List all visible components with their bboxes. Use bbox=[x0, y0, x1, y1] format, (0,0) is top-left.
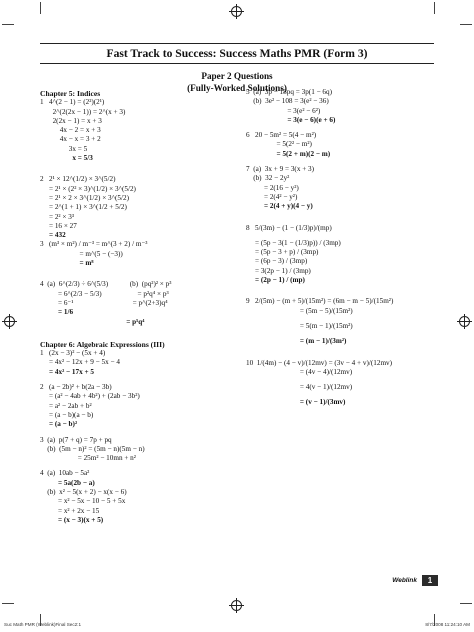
solution-line: 3 (m³ × m²) / m⁻³ = m^(3 + 2) / m⁻³ bbox=[40, 240, 148, 249]
solution-line: 8 5/(3m) − (1 − (1/3)p)/(mp) bbox=[246, 223, 332, 232]
registration-mark-left bbox=[4, 316, 15, 327]
chapter-heading: Chapter 5: Indices bbox=[40, 89, 101, 98]
crop-mark bbox=[434, 2, 435, 14]
solution-line: 4x − 2 = x + 3 bbox=[40, 126, 101, 135]
solution-line: = (a − b)² bbox=[40, 420, 78, 429]
left-column bbox=[40, 88, 230, 525]
footer-tab bbox=[392, 574, 438, 586]
solution-line: = 5(2² − m²) bbox=[246, 140, 312, 149]
spacer bbox=[40, 268, 230, 280]
solution-line: = a² − 2ab + b² bbox=[40, 401, 92, 410]
solution-line: 2 (a − 2b)² + b(2a − 3b) bbox=[40, 383, 112, 392]
solution-line: = 3(e − 6)(e + 6) bbox=[246, 115, 336, 124]
right-column bbox=[246, 88, 438, 408]
solution-line: = 1/6 bbox=[40, 308, 74, 317]
solution-line: = 2¹ × 2 × 3^(1/2) × 3^(5/2) bbox=[40, 193, 129, 202]
crop-mark bbox=[2, 24, 14, 25]
solution-line: = 4x² − 17x + 5 bbox=[40, 367, 94, 376]
solution-line: (b) 3e² − 108 = 3(e² − 36) bbox=[246, 97, 329, 106]
solution-line: (b) (5m − n)² = (5m − n)(5m − n) bbox=[40, 444, 145, 453]
weblink-label: Weblink bbox=[392, 576, 417, 584]
solution-line: = (6p − 3) / (3mp) bbox=[246, 257, 308, 266]
solution-line: = (a − b)(a − b) bbox=[40, 410, 94, 419]
header-rule-bottom bbox=[40, 63, 434, 64]
solution-line: = 4x² − 12x + 9 − 5x − 4 bbox=[40, 358, 120, 367]
subtitle-line-2: (Fully-Worked Solutions) bbox=[187, 83, 287, 93]
registration-mark-right bbox=[459, 316, 470, 327]
solution-line: = 2² × 3³ bbox=[40, 212, 74, 221]
solution-line: 2(2x − 1) = x + 3 bbox=[40, 116, 102, 125]
registration-mark-bottom bbox=[231, 600, 242, 611]
spacer bbox=[40, 327, 230, 339]
solution-line: 6 20 − 5m² = 5(4 − m²) bbox=[246, 131, 317, 140]
solution-line: 10 1/(4m) − (4 − v)/(12mv) = (3v − 4 + v)/(12mv) bbox=[246, 358, 393, 367]
crop-mark bbox=[460, 24, 472, 25]
solution-line: = 2^(1 + 1) × 3^(1/2 + 5/2) bbox=[40, 203, 127, 212]
solution-line: 4 (a) 6^(2/3) ÷ 6^(5/3) (b) (pq²)² × p³ bbox=[40, 280, 172, 289]
solution-line: = m⁸ bbox=[40, 259, 94, 268]
solution-line: = 5(2 + m)(2 − m) bbox=[246, 149, 331, 158]
solution-line: = 16 × 27 bbox=[40, 221, 77, 230]
crop-mark bbox=[2, 603, 14, 604]
solution-line: 1 (2x − 3)² − (5x + 4) bbox=[40, 349, 106, 358]
solution-line: (b) x² − 5(x + 2) − x(x − 6) bbox=[40, 487, 127, 496]
solution-line: 4 (a) 10ab − 5a² bbox=[40, 469, 90, 478]
crop-mark bbox=[40, 2, 41, 14]
solution-line: 7 (a) 3x + 9 = 3(x + 3) bbox=[246, 165, 315, 174]
solution-line: = (m − 1)/(3m²) bbox=[246, 337, 347, 346]
solution-line: = 3(2p − 1) / (3mp) bbox=[246, 266, 311, 275]
chapter-heading: Chapter 6: Algebraic Expressions (III) bbox=[40, 339, 165, 349]
page-title: Fast Track to Success: Success Maths PMR (Form 3) bbox=[106, 47, 368, 60]
page-number: 1 bbox=[422, 575, 438, 586]
solution-line: 4x − x = 3 + 2 bbox=[40, 135, 101, 144]
solution-line: = (a² − 4ab + 4b²) + (2ab − 3b²) bbox=[40, 392, 140, 401]
solution-line: x = 5/3 bbox=[40, 154, 93, 163]
solution-line: = 2(4² − y²) bbox=[246, 192, 298, 201]
solution-line: = 2¹ × (2² × 3)^(1/2) × 3^(5/2) bbox=[40, 184, 136, 193]
spacer bbox=[246, 285, 438, 297]
header-rule-top bbox=[40, 43, 434, 44]
spacer bbox=[246, 212, 438, 224]
spacer bbox=[40, 163, 230, 175]
solution-line: = (x − 3)(x + 5) bbox=[40, 515, 104, 524]
solution-line: = p⁵q⁴ bbox=[40, 317, 145, 326]
solution-line: 3x = 5 bbox=[40, 144, 88, 153]
solution-line: = 6⁻¹ = p^(2+3)q⁴ bbox=[40, 298, 168, 307]
subtitle-line-1: Paper 2 Questions bbox=[201, 71, 273, 81]
solution-line: = (2p − 1) / (mp) bbox=[246, 276, 305, 285]
solution-line: 2^(2(2x − 1)) = 2^(x + 3) bbox=[40, 107, 126, 116]
solution-line: = 6^(2/3 − 5/3) = p²q⁴ × p³ bbox=[40, 289, 169, 298]
solution-line: = (5p − 3 + p) / (3mp) bbox=[246, 248, 319, 257]
solution-line: = (4v − 4)/(12mv) bbox=[246, 367, 353, 376]
slug-left: Suc Math PMR (Weblink)Final Sec2:1 bbox=[4, 622, 82, 627]
solution-line: 2 2¹ × 12^(1/2) × 3^(5/2) bbox=[40, 175, 116, 184]
solution-line: = (5m − 5)/(15m²) bbox=[246, 306, 353, 315]
crop-mark bbox=[460, 603, 472, 604]
solution-line: = x² + 2x − 15 bbox=[40, 506, 100, 515]
solution-line: = m^(5 − (−3)) bbox=[40, 249, 123, 258]
solution-line: = x² − 5x − 10 − 5 + 5x bbox=[40, 497, 126, 506]
solution-line: = 2(4 + y)(4 − y) bbox=[246, 202, 313, 211]
solution-line: 1 4^(2 − 1) = (2²)(2¹) bbox=[40, 98, 105, 107]
solution-line: (b) 32 − 2y² bbox=[246, 174, 290, 183]
registration-mark-top bbox=[231, 6, 242, 17]
solution-line: = (v − 1)/(3mv) bbox=[246, 398, 346, 407]
solution-line: 5 (a) 3p − 18pq = 3p(1 − 6q) bbox=[246, 88, 333, 96]
solution-line: = 2(16 − y²) bbox=[246, 183, 299, 192]
solution-line: 3 (a) p(7 + q) = 7p + pq bbox=[40, 435, 112, 444]
solution-line: = 5(m − 1)/(15m²) bbox=[246, 321, 353, 330]
solution-line: = (5p − 3(1 − (1/3)p)) / (3mp) bbox=[246, 238, 341, 247]
spacer bbox=[246, 347, 438, 359]
solution-line: = 5a(2b − a) bbox=[40, 478, 95, 487]
solution-line: = 3(e² − 6²) bbox=[246, 106, 321, 115]
solution-line: = 4(v − 1)/(12mv) bbox=[246, 383, 353, 392]
solution-line: = 25m² − 10mn + n² bbox=[40, 454, 136, 463]
slug-right: 8/7/2008 11:24:10 AM bbox=[425, 622, 470, 627]
solution-line: = 432 bbox=[40, 231, 66, 240]
solution-line: 9 2/(5m) − (m + 5)/(15m²) = (6m − m − 5)/(15m²) bbox=[246, 297, 394, 306]
